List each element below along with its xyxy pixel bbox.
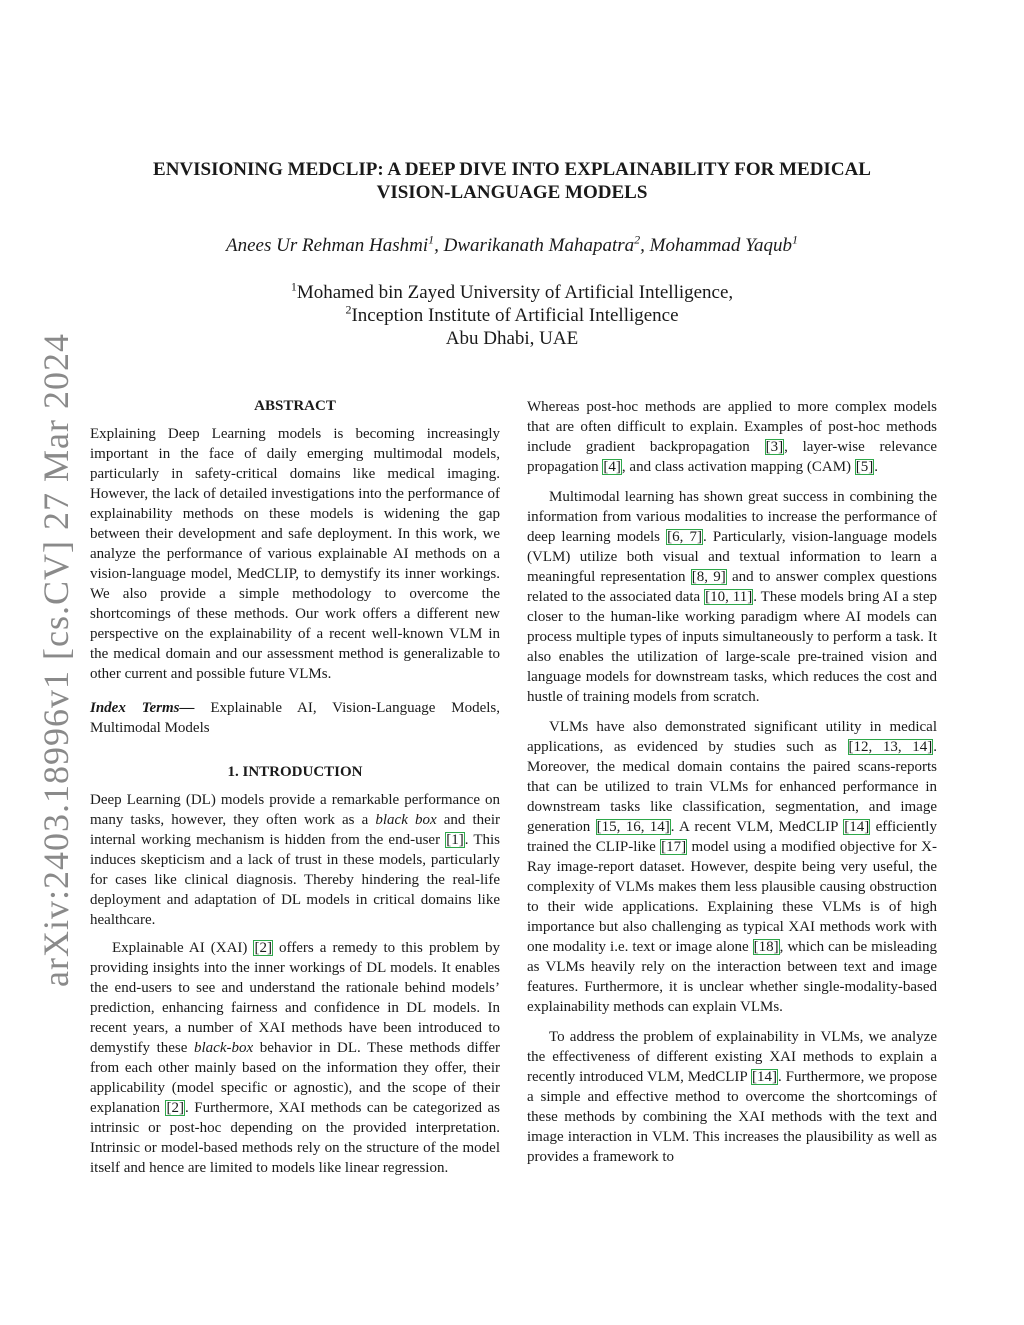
- citation-link[interactable]: [14]: [844, 819, 870, 835]
- title-line-2: VISION-LANGUAGE MODELS: [376, 182, 648, 203]
- right-paragraph-4: [527, 1027, 937, 1167]
- intro-paragraph-2: [90, 938, 500, 1178]
- text-run: efficiently trained the CLIP-like: [527, 819, 937, 855]
- author-2: Dwarikanath Mahapatra: [443, 235, 635, 256]
- author-1: Anees Ur Rehman Hashmi: [226, 235, 429, 256]
- citation-link[interactable]: [5]: [855, 459, 874, 475]
- text-run: and to answer complex questions related to the associated data: [527, 569, 938, 605]
- italic-text: black-box: [194, 1040, 254, 1056]
- text-run: behavior in DL. These methods differ from each other mainly based on the information they offer, their applicability (model specific or agnostic), and the scope of their explanation: [90, 1040, 500, 1116]
- text-run: To address the problem of explainability in VLMs, we analyze the effectiveness of different existing XAI methods to explain a recently introduced VLM, MedCLIP: [527, 1029, 937, 1085]
- abstract-text: Explaining Deep Learning models is becoming increasingly important in the face of daily emerging multimodal models, particularly in safety-critical domains like medical imaging. However, the lack of detailed investigations into the performance of explainability methods on these models is widening the gap between their development and safe deployment. In this work, we analyze the performance of various explainable AI methods on a vision-language model, MedCLIP, to demystify its inner workings. We also provide a simple methodology to overcome the shortcomings of these methods. Our work offers a different new perspective on the explainability of a recent well-known VLM in the medical domain and our assessment method is generalizable to other current and possible future VLMs.: [90, 426, 500, 682]
- citation-link[interactable]: [8, 9]: [691, 569, 726, 585]
- text-run: . Furthermore, XAI methods can be categorized as intrinsic or post-hoc depending on the provided interpretation. Intrinsic or model-based methods rely on the structure of the model itself and hence are limited to models like linear regression.: [90, 1100, 500, 1176]
- right-paragraph-2: [527, 487, 937, 707]
- text-run: .: [874, 459, 879, 475]
- citation-link[interactable]: [2]: [166, 1100, 184, 1116]
- affiliation-2: [100, 304, 924, 327]
- affiliation-1-marker: 1: [290, 279, 297, 294]
- citation-link[interactable]: [10, 11]: [705, 589, 753, 605]
- text-run: Explainable AI (XAI): [112, 940, 254, 956]
- author-3: Mohammad Yaqub: [649, 235, 792, 256]
- affiliations: [100, 281, 924, 350]
- text-run: . Furthermore, we propose a simple and effective method to overcome the shortcomings of these methods by combining the XAI methods with the text and image interaction in VLM. This increases the plausibility as well as provides a framework to: [527, 1069, 937, 1165]
- author-1-affil: 1: [428, 232, 435, 247]
- affiliation-2-marker: 2: [345, 302, 352, 317]
- text-run: . Moreover, the medical domain contains the paired scans-reports that can be utilized to train VLMs for enhanced performance in downstream tasks like classification, segmentation, and image generation: [527, 739, 937, 835]
- text-run: Multimodal learning has shown great success in combining the information from various modalities to increase the performance of deep learning models: [527, 489, 937, 545]
- citation-link[interactable]: [18]: [753, 939, 779, 955]
- text-run: . These models bring AI a step closer to the human-like working paradigm where AI models can process multiple types of inputs simultaneously to perform a task. It also enables the utilization of large-scale pre-trained vision and language models for downstream tasks, which reduces the cost and hustle of training models from scratch.: [527, 589, 937, 705]
- index-terms: [90, 698, 500, 738]
- text-run: . This induces skepticism and a lack of trust in these models, particularly for cases like clinical diagnosis. Thereby hindering the real-life deployment and adaptation of DL models in critical domains like healthcare.: [90, 832, 500, 928]
- author-separator: ,: [640, 235, 650, 256]
- citation-link[interactable]: [3]: [765, 439, 784, 455]
- text-run: VLMs have also demonstrated significant utility in medical applications, as evidenced by studies such as: [527, 719, 937, 755]
- citation-link[interactable]: [2]: [254, 940, 272, 956]
- right-paragraph-1: [527, 397, 937, 477]
- paper-title: [100, 158, 924, 204]
- citation-link[interactable]: [14]: [752, 1069, 778, 1085]
- citation-link[interactable]: [4]: [603, 459, 621, 475]
- right-paragraph-3: [527, 717, 937, 1017]
- citation-link[interactable]: [1]: [446, 832, 464, 848]
- author-2-affil: 2: [634, 232, 641, 247]
- author-list: [100, 234, 924, 257]
- text-run: and their internal working mechanism is hidden from the end-user: [90, 812, 500, 848]
- introduction-heading: 1. INTRODUCTION: [227, 764, 363, 780]
- text-run: model using a modified objective for X-Ray image-report dataset. However, despite being very useful, the complexity of VLMs makes them less plausible causing obstruction to their wide applications. Explaining these VLMs is of high importance but also challenging as typical XAI methods work with one modality i.e. text or image alone: [527, 839, 937, 955]
- text-run: , layer-wise relevance propagation: [527, 439, 937, 475]
- citation-link[interactable]: [15, 16, 14]: [596, 819, 670, 835]
- affiliation-1: [100, 281, 924, 304]
- citation-link[interactable]: [12, 13, 14]: [848, 739, 933, 755]
- title-line-1: ENVISIONING MEDCLIP: A DEEP DIVE INTO EXPLAINABILITY FOR MEDICAL: [153, 159, 871, 180]
- affiliation-2-text: Inception Institute of Artificial Intelligence: [351, 305, 679, 326]
- citation-link[interactable]: [6, 7]: [667, 529, 702, 545]
- italic-text: black box: [375, 812, 437, 828]
- text-run: . Particularly, vision-language models (VLM) utilize both visual and textual information to learn a meaningful representation: [527, 529, 937, 585]
- intro-paragraph-1: [90, 790, 500, 930]
- affiliation-location: Abu Dhabi, UAE: [445, 328, 579, 349]
- author-3-affil: 1: [791, 232, 798, 247]
- text-run: . A recent VLM, MedCLIP: [670, 819, 844, 835]
- left-column: [90, 396, 500, 1178]
- author-separator: ,: [434, 235, 444, 256]
- text-run: offers a remedy to this problem by providing insights into the inner workings of DL models. It enables the end-users to see and understand the rationale behind models’ prediction, enhancing fairness and confidence in DL models. In recent years, a number of XAI methods have been introduced to demystify these: [90, 940, 500, 1056]
- index-terms-text: Explainable AI, Vision-Language Models, Multimodal Models: [90, 700, 500, 736]
- text-run: Whereas post-hoc methods are applied to more complex models that are often difficult to explain. Examples of post-hoc methods include gradient backpropagation: [527, 399, 937, 455]
- text-run: , and class activation mapping (CAM): [621, 459, 855, 475]
- index-terms-label: Index Terms—: [90, 700, 195, 716]
- text-run: , which can be misleading as VLMs heavily rely on the interaction between text and image features. Furthermore, it is unclear whether single-modality-based explainability methods can explain VLMs.: [527, 939, 937, 1015]
- right-column: [527, 397, 937, 1167]
- abstract-heading: ABSTRACT: [254, 398, 336, 414]
- affiliation-1-text: Mohamed bin Zayed University of Artificial Intelligence,: [296, 282, 734, 303]
- citation-link[interactable]: [17]: [661, 839, 687, 855]
- text-run: Deep Learning (DL) models provide a remarkable performance on many tasks, however, they often work as a: [90, 792, 500, 828]
- arxiv-identifier: arXiv:2403.18996v1 [cs.CV] 27 Mar 2024: [36, 333, 76, 987]
